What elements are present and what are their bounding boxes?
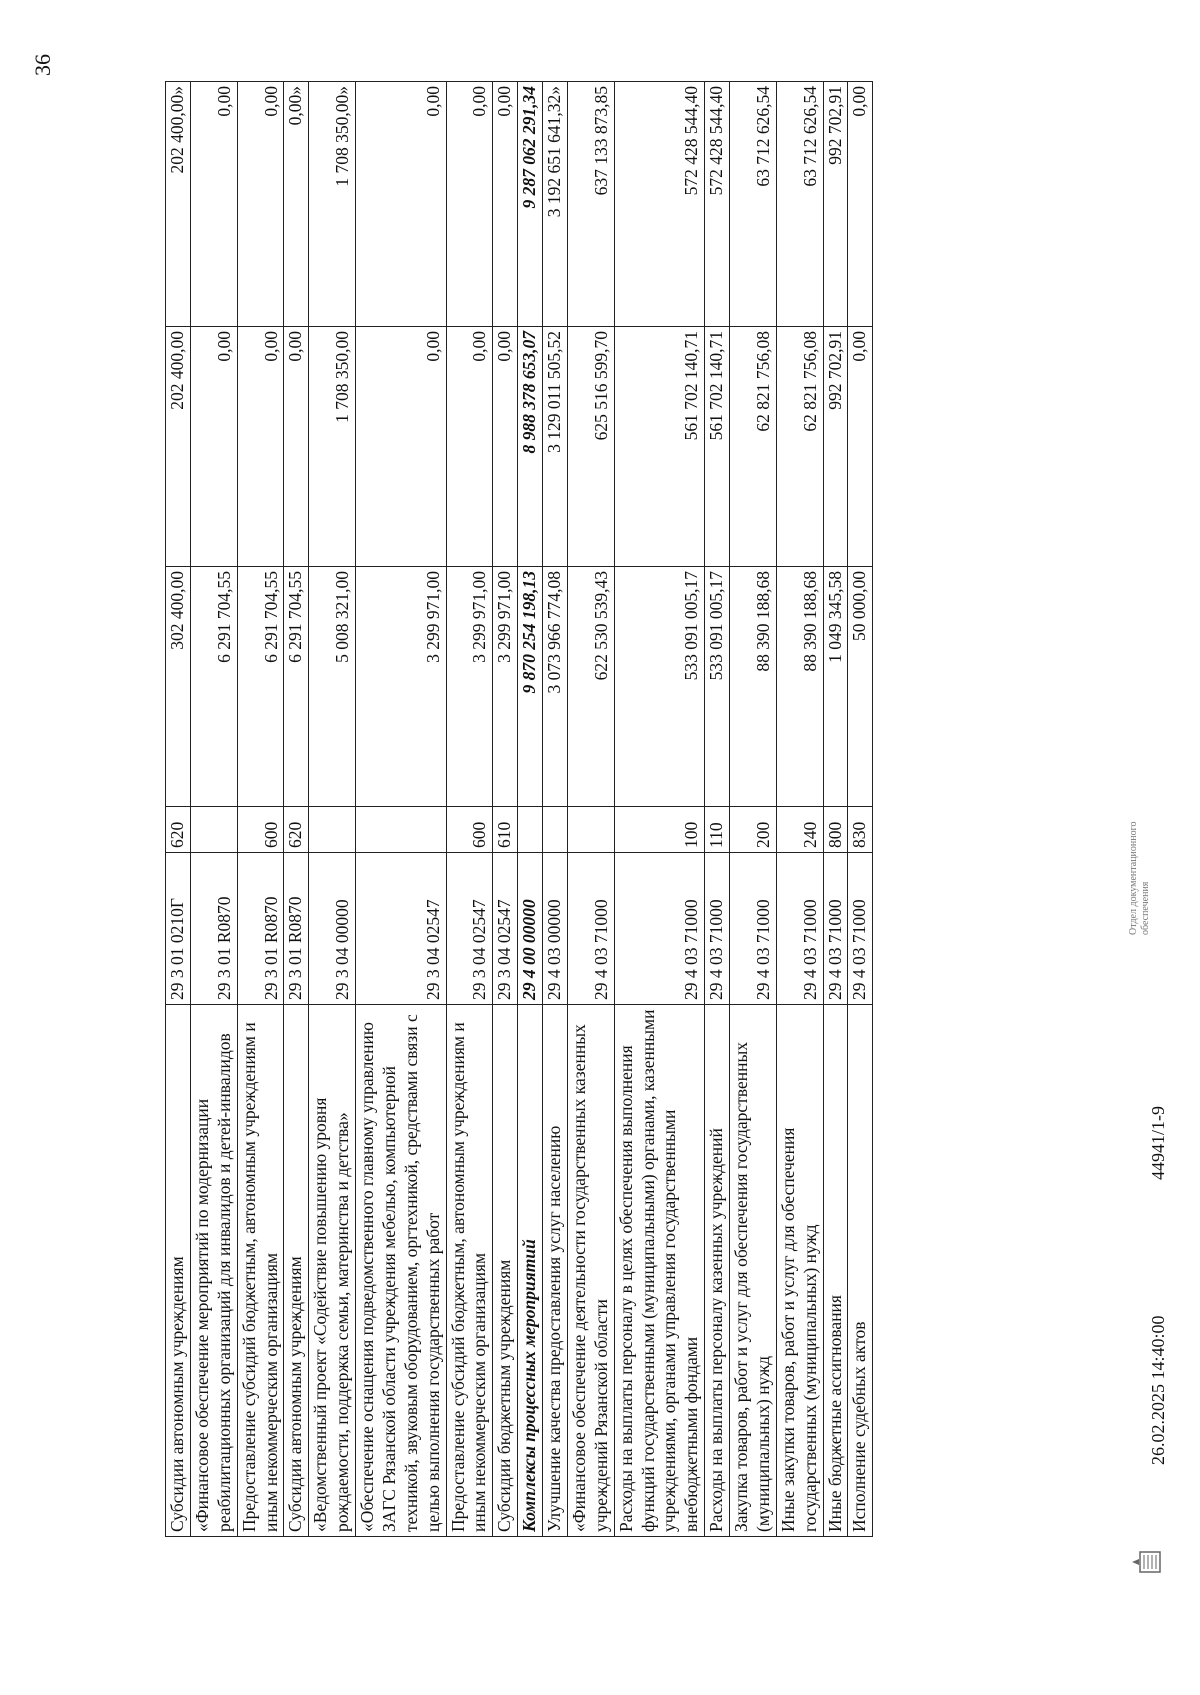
row-value-2026: 0,00 [848, 327, 873, 567]
row-value-2026: 0,00 [493, 327, 518, 567]
page-number: 36 [30, 54, 55, 76]
row-code: 29 4 03 71000 [823, 853, 848, 1005]
row-value-2025: 6 291 704,55 [237, 567, 284, 807]
row-value-2027: 63 712 626,54 [730, 82, 777, 327]
row-value-2027: 572 428 544,40 [614, 82, 705, 327]
table-row [776, 82, 823, 1537]
row-kvr: 100 [614, 807, 705, 853]
row-kvr [567, 807, 614, 853]
row-code: 29 3 01 0210Г [166, 853, 191, 1005]
row-value-2027: 9 287 062 291,34 [518, 82, 543, 327]
row-value-2026: 561 702 140,71 [705, 327, 730, 567]
table-row [518, 82, 543, 1537]
row-value-2027: 0,00 [237, 82, 284, 327]
row-value-2027: 0,00 [848, 82, 873, 327]
row-value-2027: 63 712 626,54 [776, 82, 823, 327]
row-value-2026: 202 400,00 [166, 327, 191, 567]
row-kvr: 240 [776, 807, 823, 853]
row-value-2027: 992 702,91 [823, 82, 848, 327]
table-row [614, 82, 705, 1537]
row-code: 29 3 04 02547 [493, 853, 518, 1005]
row-kvr [190, 807, 237, 853]
stamp-line-2: обеспечения [1140, 881, 1151, 935]
table-row [823, 82, 848, 1537]
row-kvr: 110 [705, 807, 730, 853]
row-value-2026: 62 821 756,08 [776, 327, 823, 567]
row-code: 29 4 03 71000 [614, 853, 705, 1005]
table-body [166, 82, 873, 1537]
row-value-2027: 202 400,00» [166, 82, 191, 327]
row-value-2027: 0,00 [446, 82, 493, 327]
table-row [284, 82, 309, 1537]
row-value-2026: 0,00 [284, 327, 309, 567]
row-value-2025: 6 291 704,55 [284, 567, 309, 807]
budget-table [165, 81, 873, 1537]
row-value-2026: 0,00 [190, 327, 237, 567]
row-value-2025: 533 091 005,17 [614, 567, 705, 807]
row-value-2025: 9 870 254 198,13 [518, 567, 543, 807]
row-value-2025: 3 073 966 774,08 [543, 567, 568, 807]
row-kvr: 620 [284, 807, 309, 853]
row-value-2026: 561 702 140,71 [614, 327, 705, 567]
row-value-2025: 622 530 539,43 [567, 567, 614, 807]
row-value-2026: 992 702,91 [823, 327, 848, 567]
row-value-2026: 3 129 011 505,52 [543, 327, 568, 567]
table-row [166, 82, 191, 1537]
row-value-2026: 0,00 [356, 327, 447, 567]
table-row [237, 82, 284, 1537]
row-kvr [309, 807, 356, 853]
table-row [848, 82, 873, 1537]
emblem-icon [1130, 1549, 1164, 1575]
row-kvr: 600 [237, 807, 284, 853]
row-code: 29 4 03 71000 [567, 853, 614, 1005]
row-value-2026: 1 708 350,00 [309, 327, 356, 567]
row-name: Субсидии автономным учреждениям [284, 1005, 309, 1537]
stamp-line-1: Отдел документационного [1128, 821, 1139, 935]
row-code: 29 4 00 00000 [518, 853, 543, 1005]
row-kvr: 620 [166, 807, 191, 853]
row-code: 29 3 04 00000 [309, 853, 356, 1005]
row-value-2027: 1 708 350,00» [309, 82, 356, 327]
row-value-2025: 3 299 971,00 [446, 567, 493, 807]
row-name: «Ведомственный проект «Содействие повышению уровня рождаемости, поддержка семьи, материнства и детства» [309, 1005, 356, 1537]
row-value-2027: 0,00 [493, 82, 518, 327]
row-name: Закупка товаров, работ и услуг для обеспечения государственных (муниципальных) нужд [730, 1005, 777, 1537]
department-stamp [1128, 822, 1152, 935]
row-value-2027: 3 192 651 641,32» [543, 82, 568, 327]
row-kvr: 610 [493, 807, 518, 853]
row-value-2027: 0,00 [356, 82, 447, 327]
row-name: «Обеспечение оснащения подведомственного главному управлению ЗАГС Рязанской области учреждения мебелью, компьютерной техникой, звуковым оборудованием, оргтехникой, средствами связи с целью выполнения государственных работ [356, 1005, 447, 1537]
row-code: 29 3 04 02547 [356, 853, 447, 1005]
row-code: 29 4 03 71000 [705, 853, 730, 1005]
row-code: 29 4 03 71000 [730, 853, 777, 1005]
row-value-2025: 302 400,00 [166, 567, 191, 807]
row-name: «Финансовое обеспечение мероприятий по модернизации реабилитационных организаций для инвалидов и детей-инвалидов [190, 1005, 237, 1537]
table-row [190, 82, 237, 1537]
row-value-2026: 625 516 599,70 [567, 327, 614, 567]
row-code: 29 3 04 02547 [446, 853, 493, 1005]
table-row [309, 82, 356, 1537]
row-name: Улучшение качества предоставления услуг населению [543, 1005, 568, 1537]
row-value-2025: 50 000,00 [848, 567, 873, 807]
row-name: Предоставление субсидий бюджетным, автономным учреждениям и иным некоммерческим организациям [237, 1005, 284, 1537]
row-kvr: 600 [446, 807, 493, 853]
row-name: Иные бюджетные ассигнования [823, 1005, 848, 1537]
row-value-2026: 62 821 756,08 [730, 327, 777, 567]
row-code: 29 3 01 R0870 [237, 853, 284, 1005]
row-kvr [518, 807, 543, 853]
table-row [567, 82, 614, 1537]
row-code: 29 4 03 71000 [776, 853, 823, 1005]
row-value-2025: 3 299 971,00 [493, 567, 518, 807]
row-value-2025: 533 091 005,17 [705, 567, 730, 807]
row-value-2025: 88 390 188,68 [730, 567, 777, 807]
row-code: 29 3 01 R0870 [190, 853, 237, 1005]
row-kvr: 830 [848, 807, 873, 853]
row-value-2025: 3 299 971,00 [356, 567, 447, 807]
row-kvr [356, 807, 447, 853]
row-name: Расходы на выплаты персоналу казенных учреждений [705, 1005, 730, 1537]
row-name: Комплексы процессных мероприятий [518, 1005, 543, 1537]
row-value-2027: 0,00» [284, 82, 309, 327]
table-row [730, 82, 777, 1537]
row-kvr: 200 [730, 807, 777, 853]
row-name: Исполнение судебных актов [848, 1005, 873, 1537]
row-value-2027: 637 133 873,85 [567, 82, 614, 327]
row-name: Субсидии бюджетным учреждениям [493, 1005, 518, 1537]
row-name: Иные закупки товаров, работ и услуг для обеспечения государственных (муниципальных) нужд [776, 1005, 823, 1537]
row-value-2025: 88 390 188,68 [776, 567, 823, 807]
row-value-2026: 0,00 [446, 327, 493, 567]
table-row [446, 82, 493, 1537]
row-value-2026: 8 988 378 653,07 [518, 327, 543, 567]
row-value-2026: 0,00 [237, 327, 284, 567]
row-value-2027: 0,00 [190, 82, 237, 327]
table-row [493, 82, 518, 1537]
row-value-2025: 1 049 345,58 [823, 567, 848, 807]
row-name: Расходы на выплаты персоналу в целях обеспечения выполнения функций государственными (муниципальными) органами, казенными учреждениями, органами управления государственными внебюджетными фондами [614, 1005, 705, 1537]
row-value-2025: 6 291 704,55 [190, 567, 237, 807]
row-kvr [543, 807, 568, 853]
row-name: Субсидии автономным учреждениям [166, 1005, 191, 1537]
footer-date: 26.02.2025 14:40:00 [1148, 1315, 1168, 1465]
row-code: 29 4 03 71000 [848, 853, 873, 1005]
table-row [543, 82, 568, 1537]
row-code: 29 3 01 R0870 [284, 853, 309, 1005]
table-row [356, 82, 447, 1537]
footer-doc-code: 44941/1-9 [1148, 1106, 1168, 1180]
row-value-2025: 5 008 321,00 [309, 567, 356, 807]
row-name: Предоставление субсидий бюджетным, автономным учреждениям и иным некоммерческим организациям [446, 1005, 493, 1537]
row-value-2027: 572 428 544,40 [705, 82, 730, 327]
row-kvr: 800 [823, 807, 848, 853]
row-code: 29 4 03 00000 [543, 853, 568, 1005]
table-row [705, 82, 730, 1537]
row-name: «Финансовое обеспечение деятельности государственных казенных учреждений Рязанской области [567, 1005, 614, 1537]
